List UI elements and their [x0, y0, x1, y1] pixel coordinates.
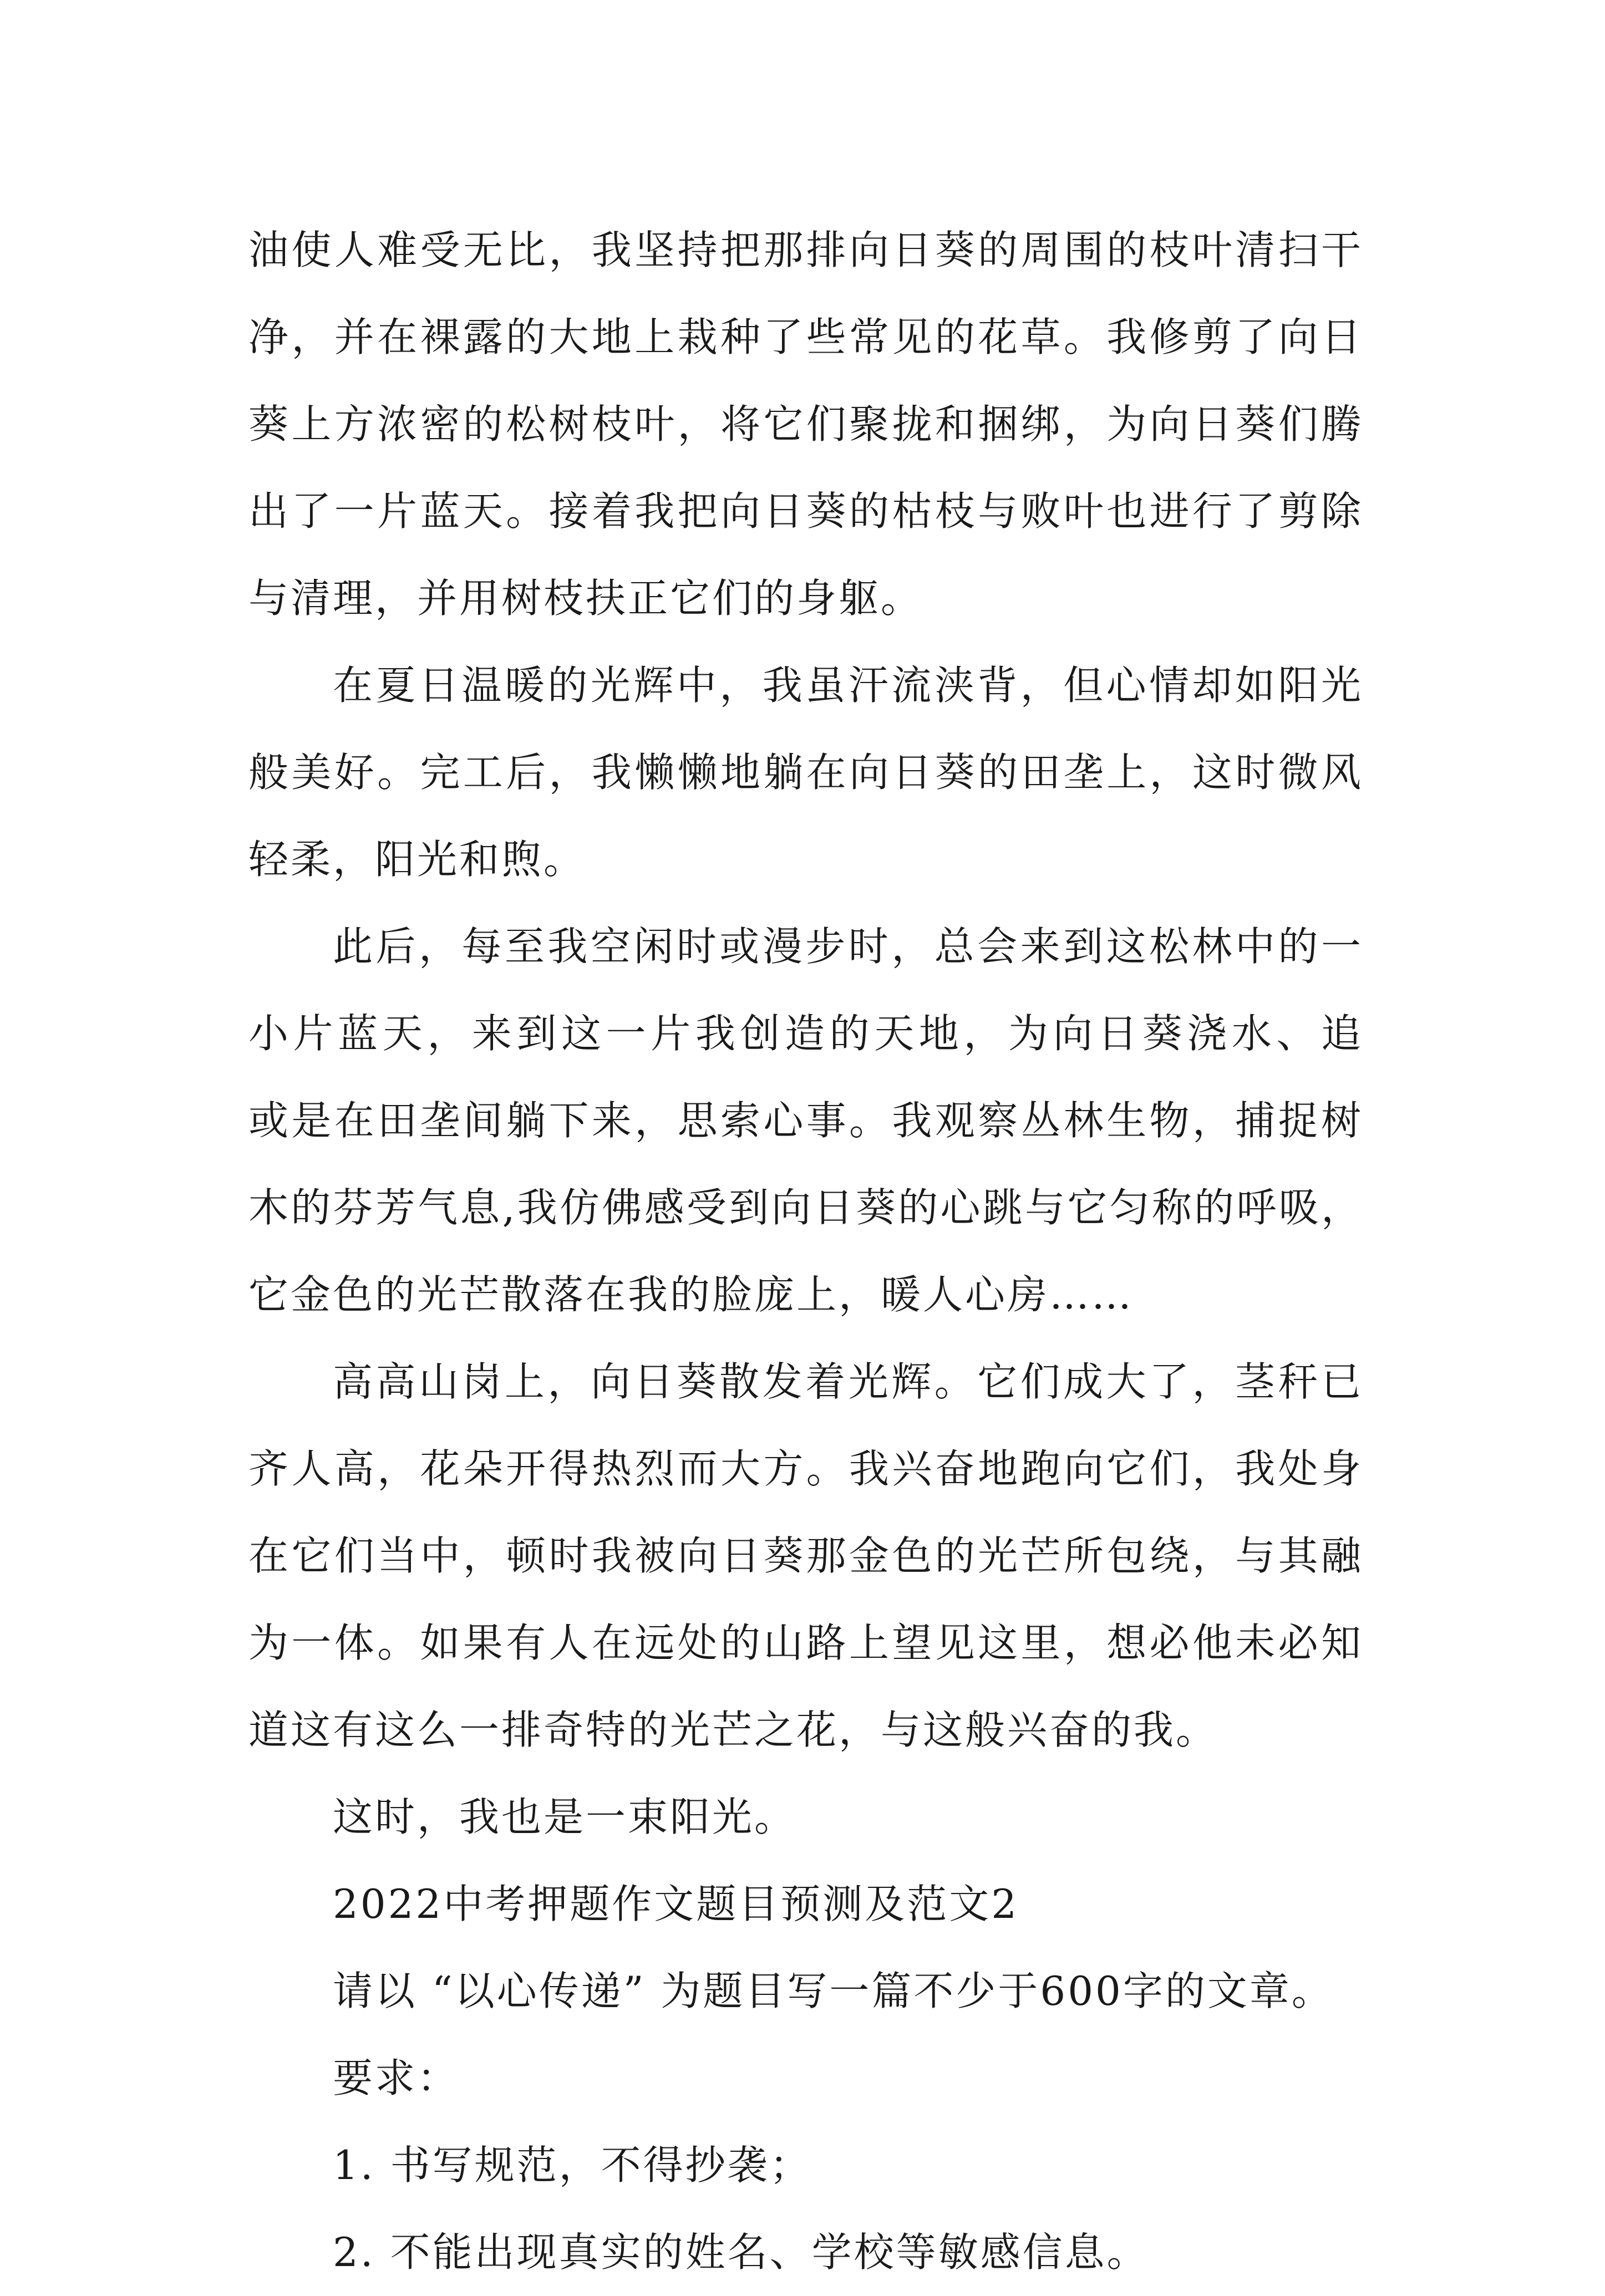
requirements-label: 要求： — [333, 2055, 460, 2101]
document-body — [248, 207, 1363, 2296]
section-heading: 2022中考押题作文题目预测及范文2 — [333, 1881, 1019, 1927]
essay-line: 它金色的光芒散落在我的脸庞上，暖人心房…… — [248, 1271, 1134, 1318]
essay-line: 为一体。如果有人在远处的山路上望见这里，想必他未必知 — [248, 1620, 1363, 1666]
essay-line: 木的芬芳气息,我仿佛感受到向日葵的心跳与它匀称的呼吸， — [248, 1184, 1363, 1231]
essay-line: 或是在田垄间躺下来，思索心事。我观察丛林生物，捕捉树 — [248, 1097, 1363, 1144]
essay-line: 般美好。完工后，我懒懒地躺在向日葵的田垄上，这时微风 — [248, 749, 1363, 796]
essay-line: 油使人难受无比，我坚持把那排向日葵的周围的枝叶清扫干 — [248, 227, 1363, 273]
essay-line: 齐人高，花朵开得热烈而大方。我兴奋地跑向它们，我处身 — [248, 1445, 1363, 1492]
essay-line: 与清理，并用树枝扶正它们的身躯。 — [248, 575, 923, 622]
essay-line: 出了一片蓝天。接着我把向日葵的枯枝与败叶也进行了剪除 — [248, 488, 1363, 534]
writing-prompt: 请以 “以心传递” 为题目写一篇不少于600字的文章。 — [333, 1968, 1334, 2014]
essay-closing-line: 这时，我也是一束阳光。 — [333, 1794, 797, 1840]
essay-line: 净，并在裸露的大地上栽种了些常见的花草。我修剪了向日 — [248, 314, 1363, 360]
requirement-item: 1. 书写规范，不得抄袭； — [333, 2142, 812, 2188]
essay-paragraph-start: 高高山岗上，向日葵散发着光辉。它们成大了，茎秆已 — [333, 1358, 1363, 1405]
essay-line: 道这有这么一排奇特的光芒之花，与这般兴奋的我。 — [248, 1707, 1218, 1753]
essay-line: 葵上方浓密的松树枝叶，将它们聚拢和捆绑，为向日葵们腾 — [248, 401, 1363, 447]
requirement-item: 2. 不能出现真实的姓名、学校等敏感信息。 — [333, 2229, 1149, 2275]
essay-line: 小片蓝天，来到这一片我创造的天地，为向日葵浇水、追 — [248, 1010, 1363, 1057]
essay-paragraph-start: 在夏日温暖的光辉中，我虽汗流浃背，但心情却如阳光 — [333, 662, 1363, 709]
essay-paragraph-start: 此后，每至我空闲时或漫步时，总会来到这松林中的一 — [333, 923, 1363, 970]
essay-line: 轻柔，阳光和煦。 — [248, 836, 586, 883]
essay-line: 在它们当中，顿时我被向日葵那金色的光芒所包绕，与其融 — [248, 1533, 1363, 1579]
